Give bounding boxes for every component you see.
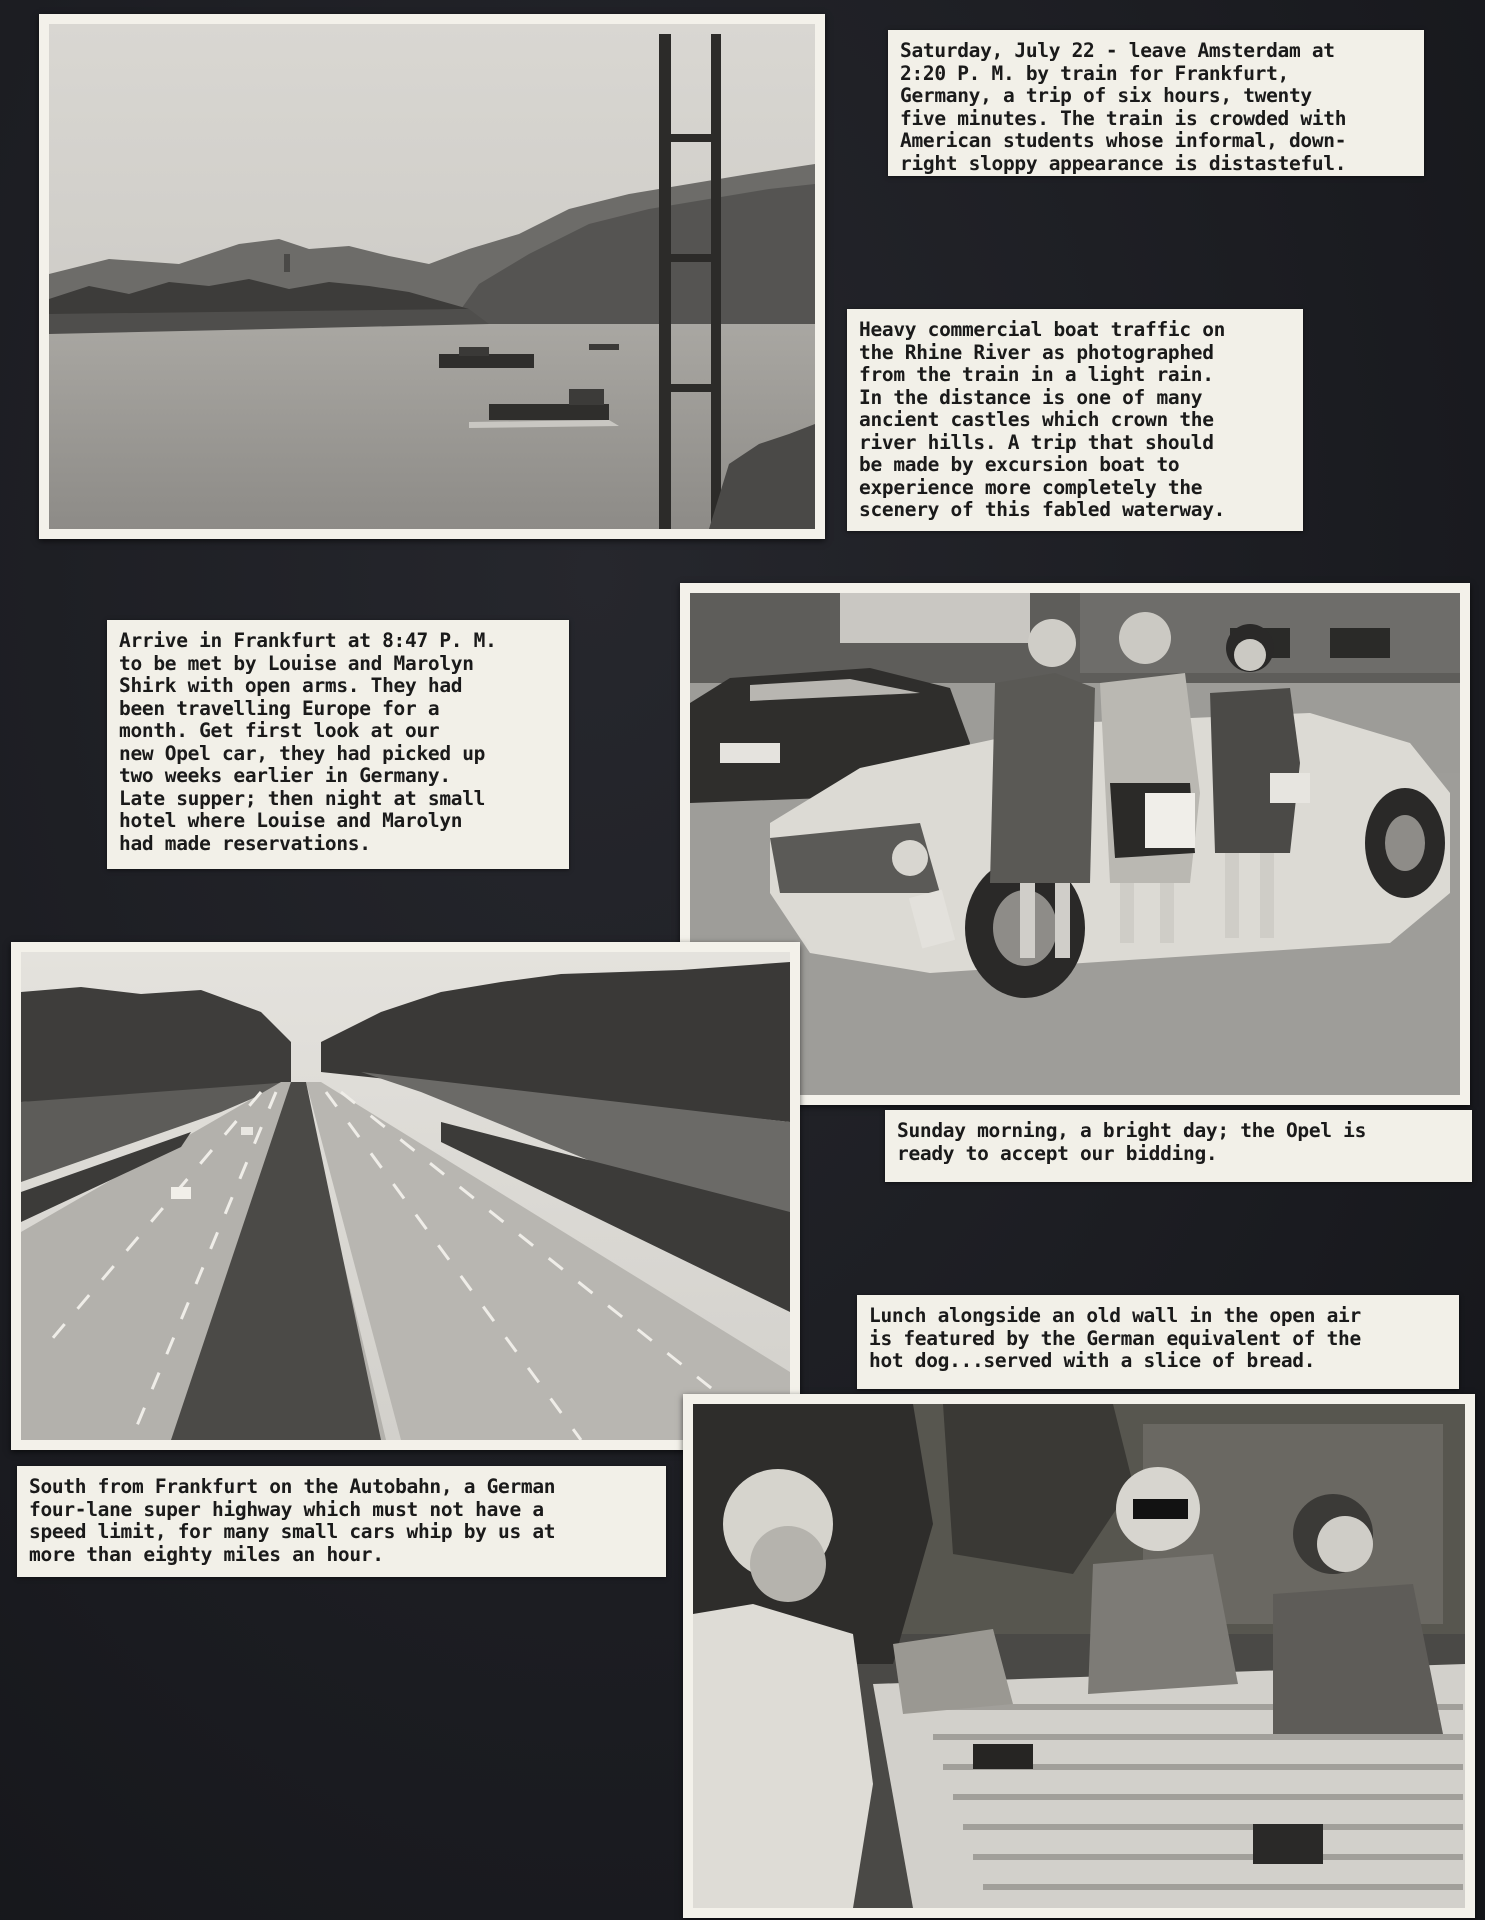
rhine-river-caption: Heavy commercial boat traffic on the Rhine River as photographed from the train in a light rain. In the distance is one of many ancient castles which crown the river hills. A trip that should be made by excursion boat to experience more completely the scenery of this fabled waterway. [847,309,1303,531]
rhine-river-photo [39,14,825,539]
train-trip-caption: Saturday, July 22 - leave Amsterdam at 2:20 P. M. by train for Frankfurt, Germany, a trip of six hours, twenty five minutes. The train is crowded with American students whose informal, down- right sloppy appearance is distasteful. [888,30,1424,176]
autobahn-caption: South from Frankfurt on the Autobahn, a German four-lane super highway which must not have a speed limit, for many small cars whip by us at more than eighty miles an hour. [17,1466,666,1577]
frankfurt-arrival-caption: Arrive in Frankfurt at 8:47 P. M. to be met by Louise and Marolyn Shirk with open arms. They had been travelling Europe for a month. Get first look at our new Opel car, they had picked up two weeks earlier in Germany. Late supper; then night at small hotel where Louise and Marolyn had made reservations. [107,620,569,869]
sunday-opel-caption: Sunday morning, a bright day; the Opel is ready to accept our bidding. [885,1110,1472,1182]
lunch-photo [683,1394,1475,1918]
lunch-caption: Lunch alongside an old wall in the open air is featured by the German equivalent of the hot dog...served with a slice of bread. [857,1295,1459,1389]
autobahn-photo [11,942,800,1450]
